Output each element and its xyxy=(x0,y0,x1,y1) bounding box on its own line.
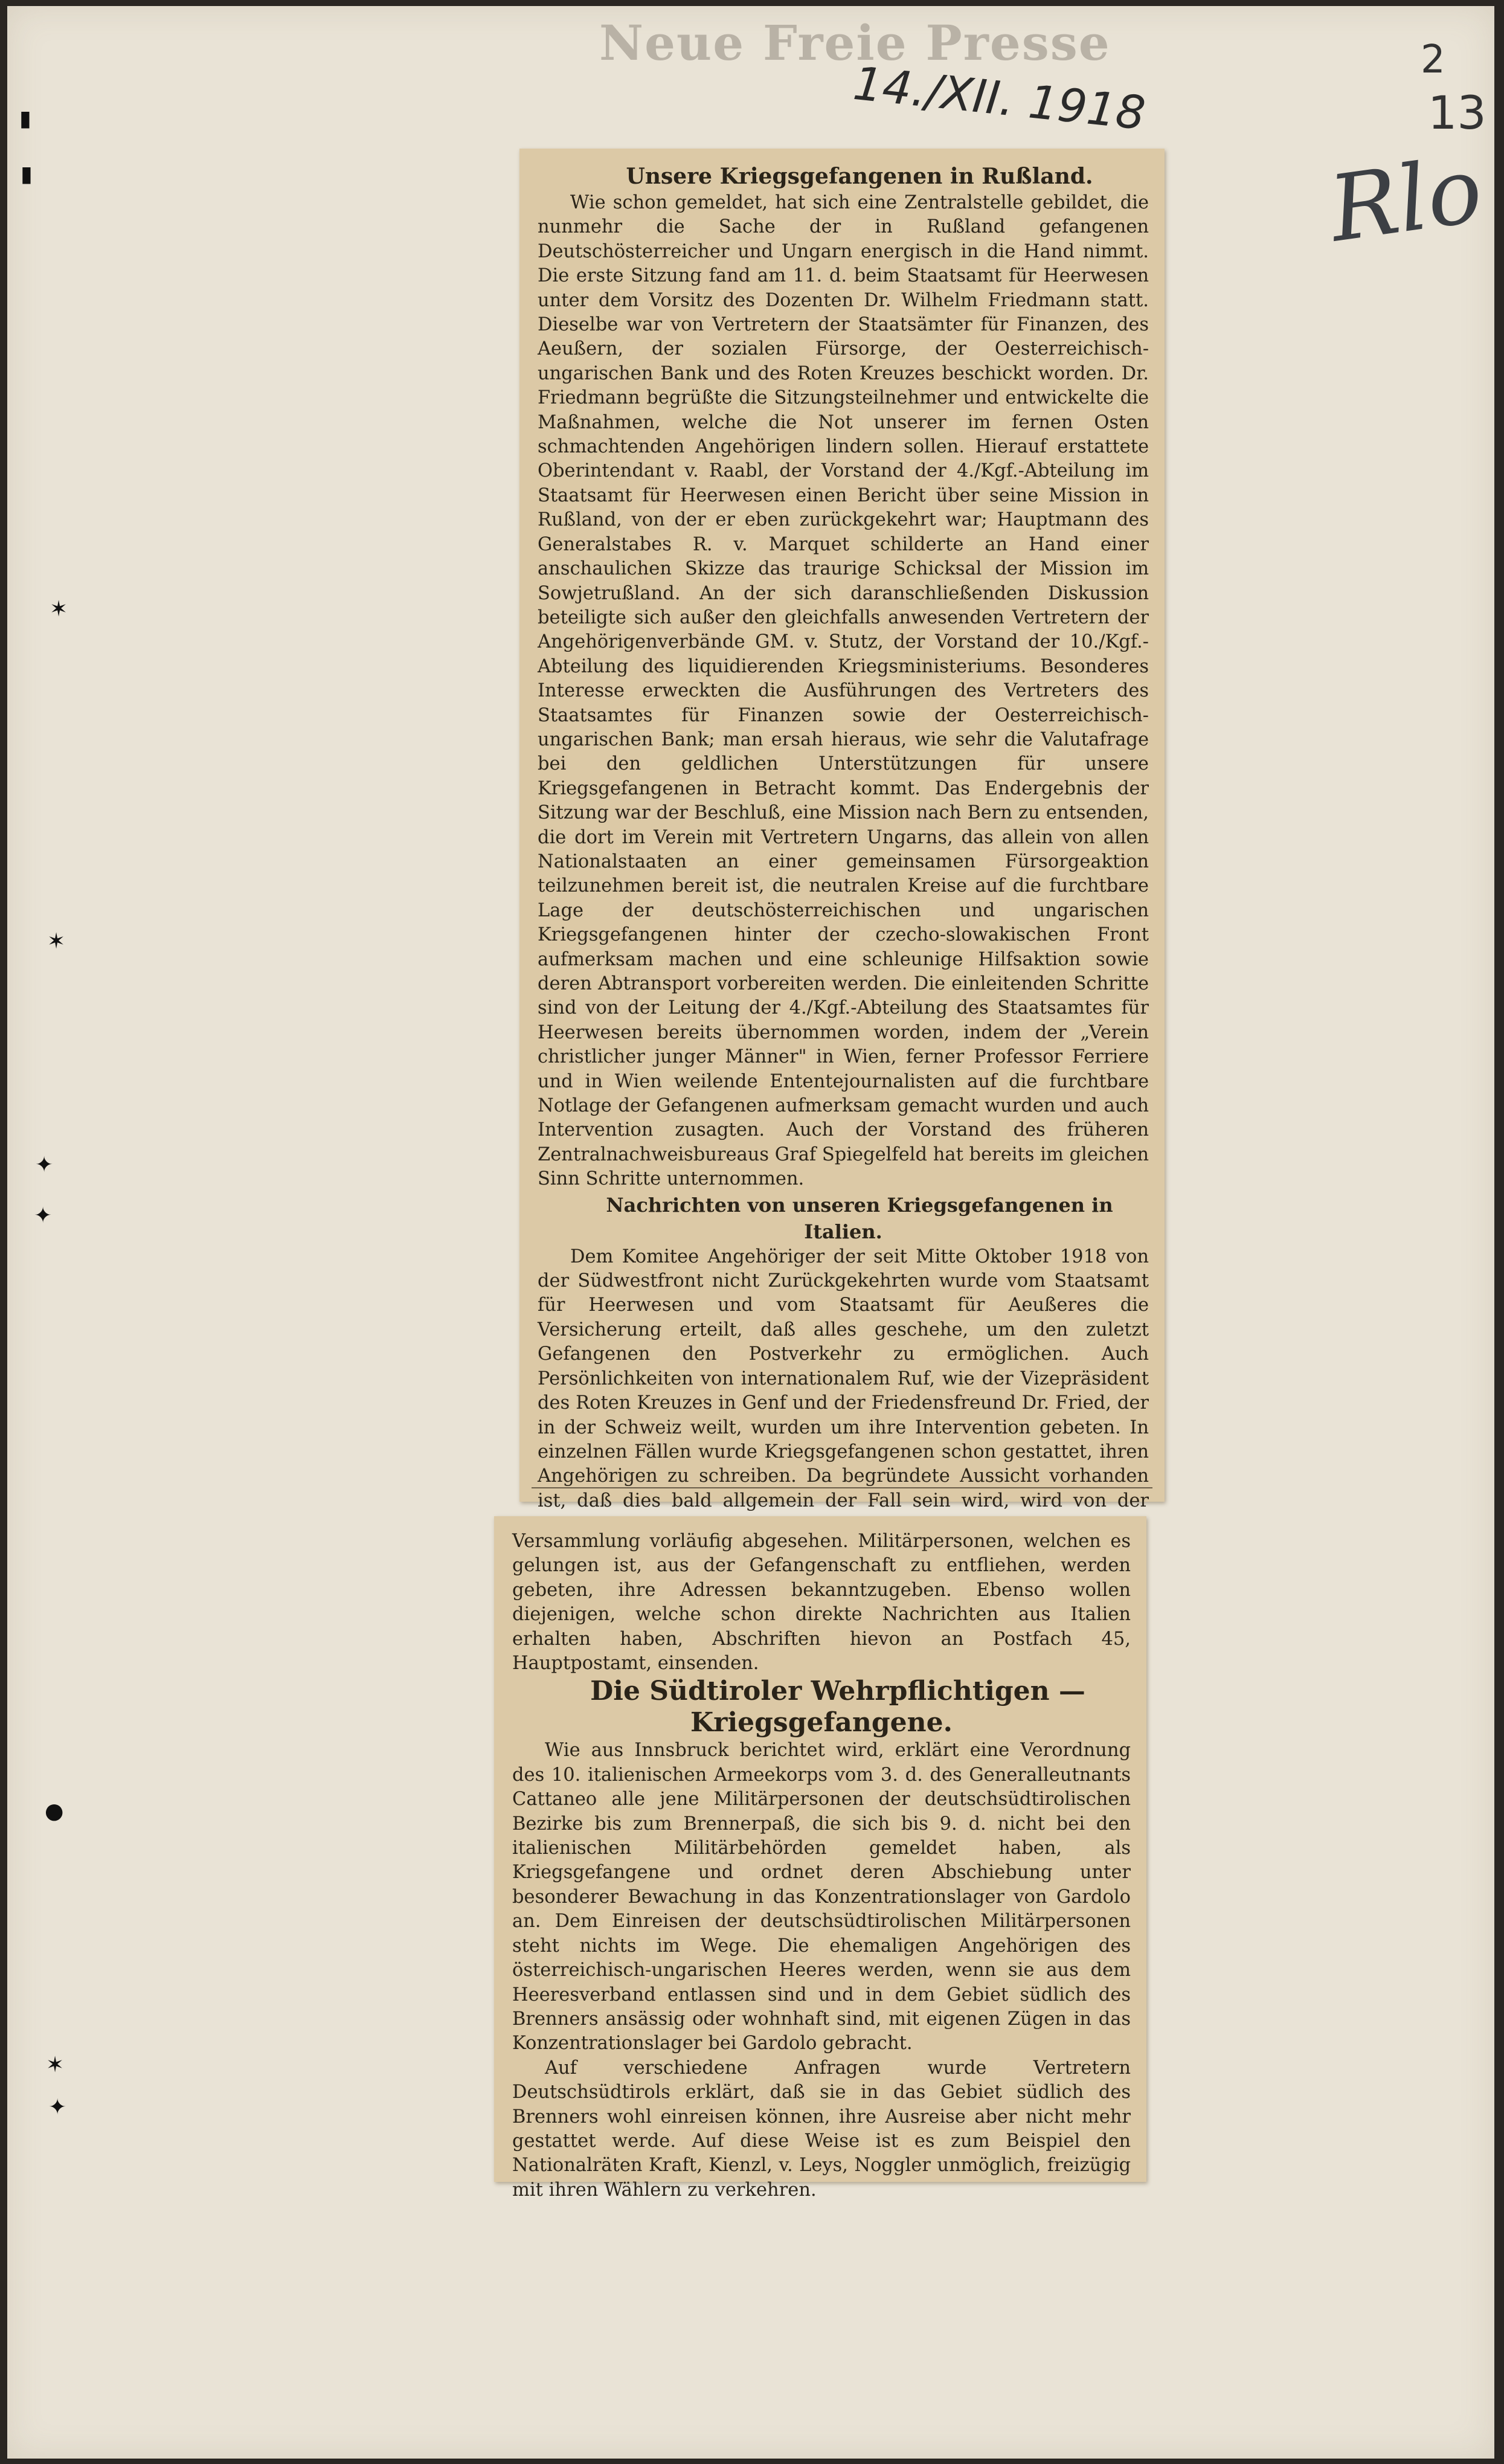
newspaper-clipping-upper xyxy=(519,149,1165,1511)
section-heading: Nachrichten von unseren Kriegsgefangenen in Italien. xyxy=(606,1193,1113,1243)
archive-sheet: Neue Freie Presse 14./XII. 1918 2 13 Rlo ▮ ▮ ✶ ✶ ✦ ✦ ● ✶ ✦ Unsere Kriegsgefangenen in Rußland. Wie schon gemeldet, hat sich eine Zentralstelle gebildet, die nunmehr die Sache der in Rußland gefangenen Deutschösterreicher und Ungarn energisch in die Hand nimmt. Die erste Sitzung fand am 11. d. beim Staatsamt für Heerwesen unter dem Vorsitz des Dozenten Dr. Wilhelm Friedmann statt. Dieselbe war von Vertretern der Staatsämter für Finanzen, des Aeußern, der sozialen Fürsorge, der Oesterreichisch-ungarischen Bank und des Roten Kreuzes beschickt worden. Dr. Friedmann begrüßte die Sitzungsteilnehmer und entwickelte die Maßnahmen, welche die Not unserer im fernen Osten schmachtenden Angehörigen lindern sollen. Hierauf erstattete Oberintendant v. Raabl, der Vorstand der 4./Kgf.-Abteilung im Staatsamt für Heerwesen einen Bericht über seine Mission in Rußland, von der er eben zurückgekehrt war; Hauptmann des Generalstabes R. v. Marquet schilderte an Hand einer anschaulichen Skizze das traurige Schicksal der Mission im Sowjetrußland. An der sich daranschließenden Diskussion beteiligte sich außer den gleichfalls anwesenden Vertretern der Angehörigenverbände GM. v. Stutz, der Vorstand der 10./Kgf.-Abteilung des liquidierenden Kriegsministeriums. Besonderes Interesse erweckten die Ausführungen des Vertreters des Staatsamtes für Finanzen sowie der Oesterreichisch-ungarischen Bank; man ersah hieraus, wie sehr die Valutafrage bei den geldlichen Unterstützungen für unsere Kriegsgefangenen in Betracht kommt. Das Endergebnis der Sitzung war der Beschluß, eine Mission nach Bern zu entsenden, die dort im Verein mit Vertretern Ungarns, das allein von allen Nationalstaaten an einer gemeinsamen Fürsorgeaktion teilzunehmen bereit ist, die neutralen Kreise auf die furchtbare Lage der deutschösterreichischen und ungarischen Kriegsgefangenen hinter der czecho-slowakischen Front aufmerksam machen und eine schleunige Hilfsaktion sowie deren Abtransport vorbereiten werden. Die einleitenden Schritte sind von der Leitung der 4./Kgf.-Abteilung des Staatsamtes für Heerwesen bereits übernommen worden, indem der „Verein christlicher junger Männer" in Wien, ferner Professor Ferriere und in Wien weilende Ententejournalisten auf die furchtbare Notlage der Gefangenen aufmerksam gemacht wurden und auch Intervention zusagten. Auch der Vorstand des früheren Zentralnachweisbureaus Graf Spiegelfeld hat bereits im gleichen Sinn Schritte unternommen. Nachrichten von unseren Kriegsgefangenen in Italien. Dem Komitee Angehöriger der seit Mitte Oktober 1918 von der Südwestfront nicht Zurückgekehrten wurde vom Staatsamt für Heerwesen und vom Staatsamt für Aeußeres die Versicherung erteilt, daß alles geschehe, um den zuletzt Gefangenen den Postverkehr zu ermöglichen. Auch Persönlichkeiten von internationalem Ruf, wie der Vizepräsident des Roten Kreuzes in Genf und der Friedensfreund Dr. Fried, der in der Schweiz weilt, wurden um ihre Intervention gebeten. In einzelnen Fällen wurde Kriegsgefangenen schon gestattet, ihren Angehörigen zu schreiben. Da begründete Aussicht vorhanden ist, daß dies bald allgemein der Fall sein wird, wird von der Versammlung vorläufig abgesehen. Militärpersonen, welchen es gelungen ist, aus der Gefangenschaft zu entfliehen, werden gebeten, ihre Adressen bekanntzugeben. Ebenso wollen diejenigen, welche schon direkte Nachrichten aus Italien erhalten haben, Abschriften hievon an Postfach 45, Hauptpostamt, einsenden. Die Südtiroler Wehrpflichtigen — Kriegsgefangene. Wie aus Innsbruck berichtet wird, erklärt eine Verordnung des 10. italienischen Armeekorps vom 3. d. des Generalleutnants Cattaneo alle jene Militärpersonen der deutschsüdtirolischen Bezirke bis zum Brennerpaß, die sich bis 9. d. nicht bei den italienischen Militärbehörden gemeldet haben, als Kriegsgefangene und ordnet deren Abschiebung unter besonderer Bewachung in das Konzentrationslager von Gardolo an. Dem Einreisen der deutschsüdtirolischen Militärpersonen steht nichts im Wege. Die ehemaligen Angehörigen des österreichisch-ungarischen Heeres werden, wenn sie aus dem Heeresverband entlassen sind und in dem Gebiet südlich des Brenners ansässig oder wohnhaft sind, mit eigenen Zügen in das Konzentrationslager bei Gardolo gebracht. Auf verschiedene Anfragen wurde Vertretern Deutschsüdtirols erklärt, daß sie in das Gebiet südlich des Brenners wohl einreisen können, ihre Ausreise aber nicht mehr gestattet werde. Auf diese Weise ist es zum Beispiel den Nationalräten Kraft, Kienzl, v. Leys, Noggler unmöglich, freizügig mit ihren Wählern zu verkehren. xyxy=(7,6,1494,2459)
article-body: Auf verschiedene Anfragen wurde Vertretern Deutschsüdtirols erklärt, daß sie in das Gebiet südlich des Brenners wohl einreisen können, ihre Ausreise aber nicht mehr gestattet werde. Auf diese Weise ist es zum Beispiel den Nationalräten Kraft, Kienzl, v. Leys, Noggler unmöglich, freizügig mit ihren Wählern zu verkehren. xyxy=(512,2057,1131,2201)
cut-line xyxy=(532,1487,1152,1488)
article-body: Wie schon gemeldet, hat sich eine Zentralstelle gebildet, die nunmehr die Sache der in Rußland gefangenen Deutschösterreicher und Ungarn energisch in die Hand nimmt. Die erste Sitzung fand am 11. d. beim Staatsamt für Heerwesen unter dem Vorsitz des Dozenten Dr. Wilhelm Friedmann statt. Dieselbe war von Vertretern der Staatsämter für Finanzen, des Aeußern, der sozialen Fürsorge, der Oesterreichisch-ungarischen Bank und des Roten Kreuzes beschickt worden. Dr. Friedmann begrüßte die Sitzungsteilnehmer und entwickelte die Maßnahmen, welche die Not unserer im fernen Osten schmachtenden Angehörigen lindern sollen. Hierauf erstattete Oberintendant v. Raabl, der Vorstand der 4./Kgf.-Abteilung im Staatsamt für Heerwesen einen Bericht über seine Mission in Rußland, von der er eben zurückgekehrt war; Hauptmann des Generalstabes R. v. Marquet schilderte an Hand einer anschaulichen Skizze das traurige Schicksal der Mission im Sowjetrußland. An der sich daranschließenden Diskussion beteiligte sich außer den gleichfalls anwesenden Vertretern der Angehörigenverbände GM. v. Stutz, der Vorstand der 10./Kgf.-Abteilung des liquidierenden Kriegsministeriums. Besonderes Interesse erweckten die Ausführungen des Vertreters des Staatsamtes für Finanzen sowie der Oesterreichisch-ungarischen Bank; man ersah hieraus, wie sehr die Valutafrage bei den geldlichen Unterstützungen für unsere Kriegsgefangenen in Betracht kommt. Das Endergebnis der Sitzung war der Beschluß, eine Mission nach Bern zu entsenden, die dort im Verein mit Vertretern Ungarns, das allein von allen Nationalstaaten an einer gemeinsamen Fürsorgeaktion teilzunehmen bereit ist, die neutralen Kreise auf die furchtbare Lage der deutschösterreichischen und ungarischen Kriegsgefangenen hinter der czecho-slowakischen Front aufmerksam machen und eine schleunige Hilfsaktion sowie deren Abtransport vorbereiten werden. Die einleitenden Schritte sind von der Leitung der 4./Kgf.-Abteilung des Staatsamtes für Heerwesen bereits übernommen worden, indem der „Verein christlicher junger Männer" in Wien, ferner Professor Ferriere und in Wien weilende Ententejournalisten auf die furchtbare Notlage der Gefangenen aufmerksam gemacht wurden und auch Intervention zusagten. Auch der Vorstand des früheren Zentralnachweisbureaus Graf Spiegelfeld hat bereits im gleichen Sinn Schritte unternommen. xyxy=(538,192,1149,1190)
article-body: Wie aus Innsbruck berichtet wird, erklärt eine Verordnung des 10. italienischen Armeekorps vom 3. d. des Generalleutnants Cattaneo alle jene Militärpersonen der deutschsüdtirolischen Bezirke bis zum Brennerpaß, die sich bis 9. d. nicht bei den italienischen Militärbehörden gemeldet haben, als Kriegsgefangene und ordnet deren Abschiebung unter besonderer Bewachung in das Konzentrationslager von Gardolo an. Dem Einreisen der deutschsüdtirolischen Militärpersonen steht nichts im Wege. Die ehemaligen Angehörigen des österreichisch-ungarischen Heeres werden, wenn sie aus dem Heeresverband entlassen sind und in dem Gebiet südlich des Brenners ansässig oder wohnhaft sind, mit eigenen Zügen in das Konzentrationslager bei Gardolo gebracht. xyxy=(512,1740,1131,2054)
article-column xyxy=(538,162,1149,1511)
handwritten-mark: Rlo xyxy=(1323,137,1489,263)
handwritten-date: 14./XII. 1918 xyxy=(850,56,1148,141)
article-column xyxy=(512,1530,1131,2201)
handwritten-folio-top: 2 xyxy=(1421,37,1445,82)
handwritten-folio: 13 xyxy=(1428,86,1486,140)
continued-body: Versammlung vorläufig abgesehen. Militärpersonen, welchen es gelungen ist, aus der Gefangenschaft zu entfliehen, werden gebeten, ihre Adressen bekanntzugeben. Ebenso wollen diejenigen, welche schon direkte Nachrichten aus Italien erhalten haben, Abschriften hievon an Postfach 45, Hauptpostamt, einsenden. xyxy=(512,1531,1131,1674)
article-headline: Unsere Kriegsgefangenen in Rußland. xyxy=(626,164,1093,189)
section-body: Dem Komitee Angehöriger der seit Mitte Oktober 1918 von der Südwestfront nicht Zurückgekehrten wurde vom Staatsamt für Heerwesen und vom Staatsamt für Aeußeres die Versicherung erteilt, daß alles geschehe, um den zuletzt Gefangenen den Postverkehr zu ermöglichen. Auch Persönlichkeiten von internationalem Ruf, wie der Vizepräsident des Roten Kreuzes in Genf und der Friedensfreund Dr. Fried, der in der Schweiz weilt, wurden um ihre Intervention gebeten. In einzelnen Fällen wurde Kriegsgefangenen schon gestattet, ihren Angehörigen zu schreiben. Da begründete Aussicht vorhanden ist, daß dies bald allgemein der Fall sein wird, wird von der xyxy=(538,1246,1149,1511)
article-headline: Die Südtiroler Wehrpflichtigen — Kriegsgefangene. xyxy=(590,1676,1085,1739)
newspaper-clipping-lower xyxy=(494,1516,1146,2201)
archive-stamp: Neue Freie Presse xyxy=(599,14,1111,71)
